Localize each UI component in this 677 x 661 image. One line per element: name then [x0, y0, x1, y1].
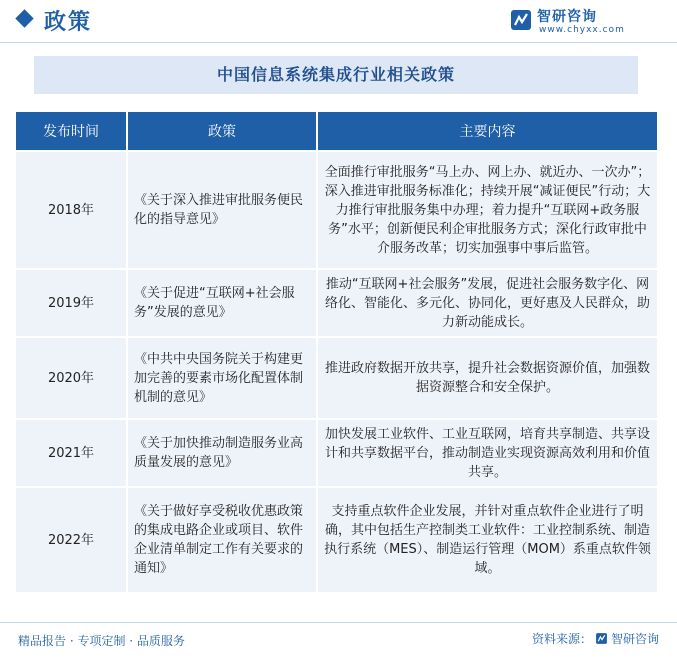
table-row — [15, 487, 658, 593]
cell-year: 2018年 — [15, 151, 127, 269]
cell-policy: 《关于促进“互联网+社会服务”发展的意见》 — [127, 269, 317, 337]
header-year: 发布时间 — [15, 111, 127, 151]
cell-policy: 《中共中央国务院关于构建更加完善的要素市场化配置体制机制的意见》 — [127, 337, 317, 419]
cell-content: 支持重点软件企业发展，并针对重点软件企业进行了明确，其中包括生产控制类工业软件：工业控制系统、制造执行系统（MES）、制造运行管理（MOM）系重点软件领域。 — [317, 487, 658, 593]
source-label: 资料来源： — [531, 632, 592, 646]
cell-content: 推动“互联网+社会服务”发展，促进社会服务数字化、网络化、智能化、多元化、协同化，更好惠及人民群众，助力新动能成长。 — [317, 269, 658, 337]
header-divider — [0, 42, 677, 43]
source-name: 智研咨询 — [610, 632, 659, 646]
footer-divider — [0, 622, 677, 623]
cell-content: 全面推行审批服务“马上办、网上办、就近办、一次办”；深入推进审批服务标准化；持续开展“减证便民”行动；大力推行审批服务集中办理；着力提升“互联网+政务服务”水平；创新便民利企审批服务方式；深化行政审批中介服务改革；切实加强事中事后监管。 — [317, 151, 658, 269]
footer-tagline: 精品报告 · 专项定制 · 品质服务 — [18, 634, 185, 648]
footer-source — [532, 630, 659, 647]
cell-year: 2021年 — [15, 419, 127, 487]
cell-year: 2020年 — [15, 337, 127, 419]
brand-url: www.chyxx.com — [539, 25, 625, 35]
diamond-icon — [15, 9, 33, 27]
brand-logo-icon — [595, 632, 608, 645]
header-content: 主要内容 — [317, 111, 658, 151]
cell-policy: 《关于加快推动制造服务业高质量发展的意见》 — [127, 419, 317, 487]
table-row — [15, 151, 658, 269]
cell-year: 2022年 — [15, 487, 127, 593]
cell-content: 推进政府数据开放共享，提升社会数据资源价值，加强数据资源整合和安全保护。 — [317, 337, 658, 419]
table-header-row — [15, 111, 658, 151]
brand-logo-icon — [509, 8, 533, 32]
policy-table — [14, 110, 659, 594]
section-title: 政策 — [44, 10, 93, 35]
page-header — [0, 0, 677, 44]
table-row — [15, 419, 658, 487]
table-row — [15, 337, 658, 419]
table-row — [15, 269, 658, 337]
brand-logo — [509, 4, 659, 40]
brand-name: 智研咨询 — [537, 9, 597, 25]
table-title: 中国信息系统集成行业相关政策 — [34, 56, 638, 94]
cell-content: 加快发展工业软件、工业互联网，培育共享制造、共享设计和共享数据平台，推动制造业实现资源高效利用和价值共享。 — [317, 419, 658, 487]
cell-year: 2019年 — [15, 269, 127, 337]
cell-policy: 《关于做好享受税收优惠政策的集成电路企业或项目、软件企业清单制定工作有关要求的通知》 — [127, 487, 317, 593]
header-policy: 政策 — [127, 111, 317, 151]
cell-policy: 《关于深入推进审批服务便民化的指导意见》 — [127, 151, 317, 269]
